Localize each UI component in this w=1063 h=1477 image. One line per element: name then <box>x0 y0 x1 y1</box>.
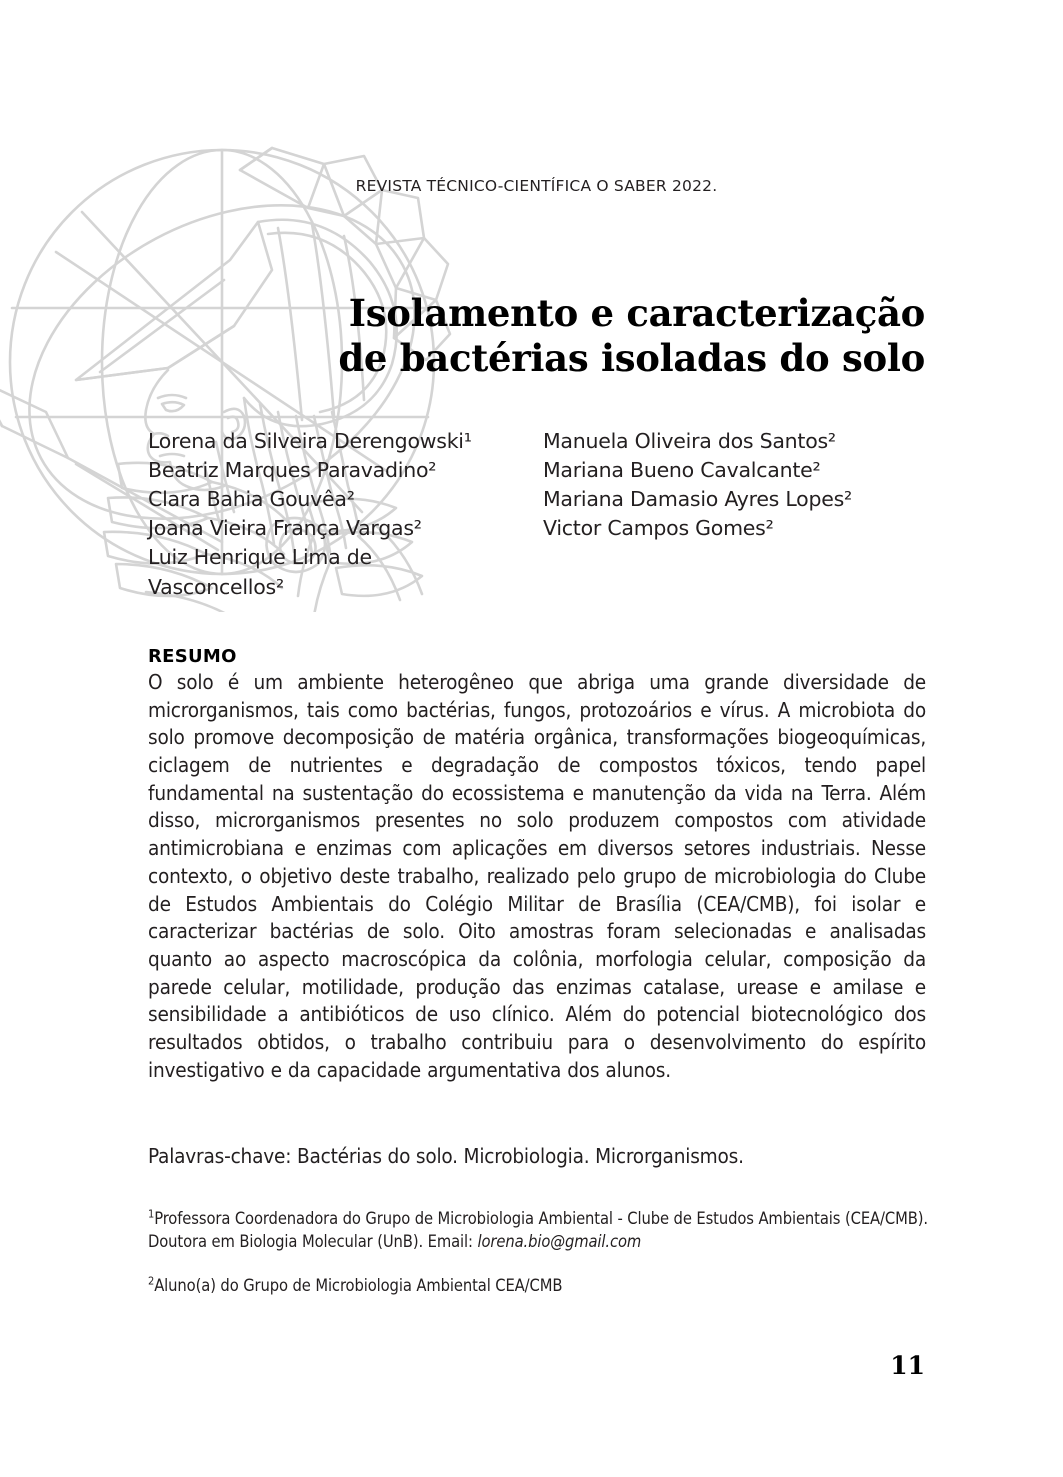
author-name: Clara Bahia Gouvêa² <box>148 487 355 512</box>
title-line-1: Isolamento e caracterização <box>348 290 925 335</box>
author-name: Joana Vieira França Vargas² <box>148 516 422 541</box>
author-name: Beatriz Marques Paravadino² <box>148 458 437 483</box>
journal-header-line: REVISTA TÉCNICO-CIENTÍFICA O SABER 2022. <box>355 177 718 195</box>
footnote-text: Professora Coordenadora do Grupo de Microbiologia Ambiental - Clube de Estudos Ambientais (CEA/CMB). Doutora em Biologia Molecular (UnB). Email: <box>148 1209 928 1251</box>
author-name: Mariana Damasio Ayres Lopes² <box>543 487 852 512</box>
author-name: Manuela Oliveira dos Santos² <box>543 429 836 453</box>
footnote-marker: 1 <box>148 1207 155 1221</box>
author-name: Victor Campos Gomes² <box>543 516 774 541</box>
author-name: Mariana Bueno Cavalcante² <box>543 458 821 483</box>
page-number: 11 <box>890 1351 925 1380</box>
author-column-right <box>543 427 938 602</box>
author-list <box>148 427 938 602</box>
abstract-body: O solo é um ambiente heterogêneo que abriga uma grande diversidade de microrganismos, tais como bactérias, fungos, protozoários e vírus. A microbiota do solo promove decomposição de matéria orgânica, transformações biogeoquímicas, ciclagem de nutrientes e degradação de compostos tóxicos, tendo papel fundamental na sustentação do ecossistema e manutenção da vida na Terra. Além disso, microrganismos presentes no solo produzem compostos com atividade antimicrobiana e enzimas com aplicações em diversos setores industriais. Nesse contexto, o objetivo deste trabalho, realizado pelo grupo de microbiologia do Clube de Estudos Ambientais do Colégio Militar de Brasília (CEA/CMB), foi isolar e caracterizar bactérias de solo. Oito amostras foram selecionadas e analisadas quanto ao aspecto macroscópica da colônia, morfologia celular, composição da parede celular, motilidade, produção das enzimas catalase, urease e amilase e sensibilidade a antibióticos de uso clínico. Além do potencial biotecnológico dos resultados obtidos, o trabalho contribuiu para o desenvolvimento do espírito investigativo e da capacidade argumentativa dos alunos. <box>148 670 926 1082</box>
footnotes-section <box>148 1208 930 1298</box>
abstract-section <box>148 646 926 1084</box>
author-name: Lorena da Silveira Derengowski¹ <box>148 429 472 453</box>
abstract-heading: RESUMO <box>148 646 237 667</box>
author-column-left <box>148 427 543 602</box>
footnote-email[interactable]: lorena.bio@gmail.com <box>477 1231 642 1251</box>
footnote-text: Aluno(a) do Grupo de Microbiologia Ambiental CEA/CMB <box>154 1276 563 1296</box>
author-name: Luiz Henrique Lima de <box>148 545 372 570</box>
footnote-marker: 2 <box>148 1274 155 1288</box>
keywords-line: Palavras-chave: Bactérias do solo. Microbiologia. Microrganismos. <box>148 1144 744 1168</box>
author-name: Vasconcellos² <box>148 574 284 599</box>
title-line-2: de bactérias isoladas do solo <box>338 335 925 380</box>
footnote-1 <box>148 1208 930 1253</box>
footnote-2 <box>148 1275 930 1298</box>
page-title <box>148 291 925 381</box>
